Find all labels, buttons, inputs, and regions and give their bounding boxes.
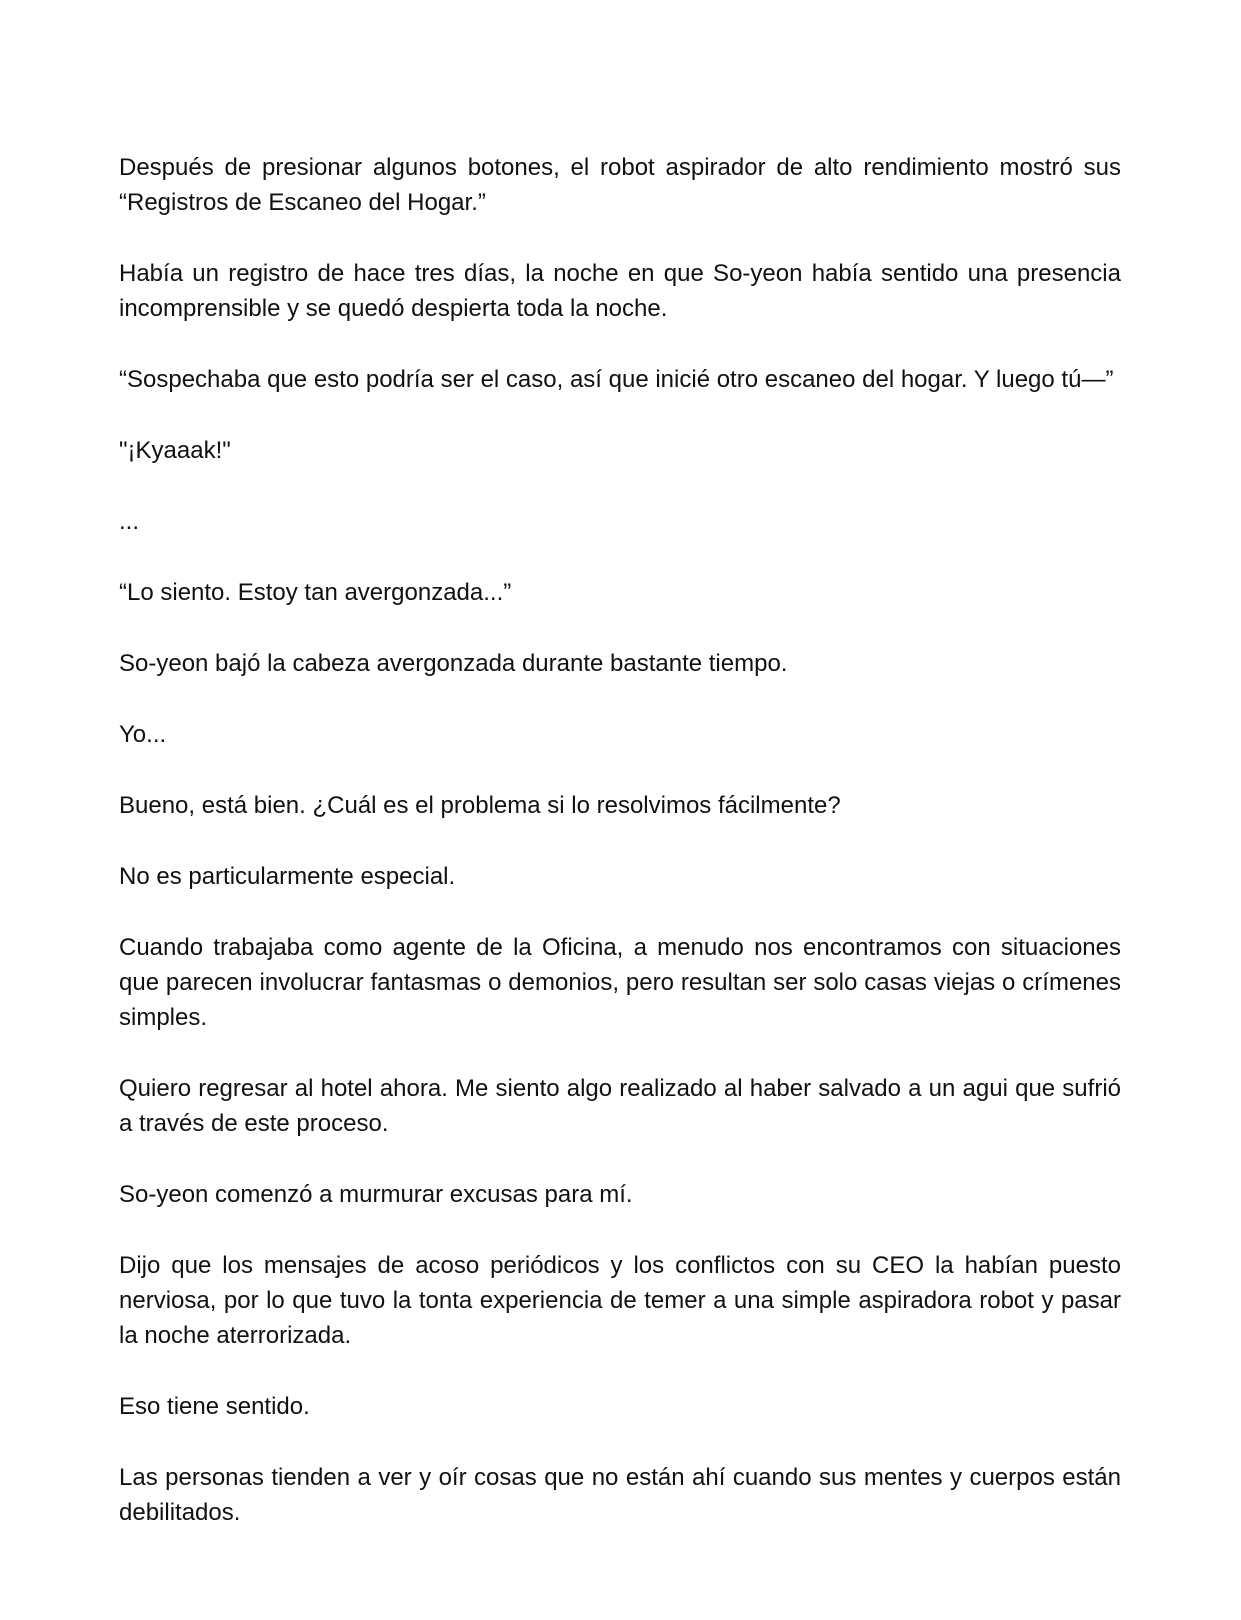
paragraph-6: “Lo siento. Estoy tan avergonzada...” (119, 579, 512, 606)
document-page (119, 150, 1121, 1566)
paragraph-4: "¡Kyaaak!" (119, 437, 231, 464)
paragraph-9: Bueno, está bien. ¿Cuál es el problema si lo resolvimos fácilmente? (119, 792, 841, 819)
paragraph-11: Cuando trabajaba como agente de la Oficina, a menudo nos encontramos con situaciones que parecen involucrar fantasmas o demonios, pero resultan ser solo casas viejas o crímenes simples. (119, 934, 1121, 1031)
paragraph-14: Dijo que los mensajes de acoso periódicos y los conflictos con su CEO la habían puesto nerviosa, por lo que tuvo la tonta experiencia de temer a una simple aspiradora robot y pasar la noche aterrorizada. (119, 1252, 1121, 1349)
paragraph-12: Quiero regresar al hotel ahora. Me siento algo realizado al haber salvado a un agui que sufrió a través de este proceso. (119, 1075, 1121, 1137)
paragraph-13: So-yeon comenzó a murmurar excusas para mí. (119, 1181, 633, 1208)
paragraph-5: ... (119, 508, 140, 535)
paragraph-7: So-yeon bajó la cabeza avergonzada durante bastante tiempo. (119, 650, 788, 677)
paragraph-1: Después de presionar algunos botones, el robot aspirador de alto rendimiento mostró sus “Registros de Escaneo del Hogar.” (119, 154, 1121, 216)
paragraph-8: Yo... (119, 721, 167, 748)
paragraph-2: Había un registro de hace tres días, la noche en que So-yeon había sentido una presencia incomprensible y se quedó despierta toda la noche. (119, 260, 1121, 322)
paragraph-16: Las personas tienden a ver y oír cosas que no están ahí cuando sus mentes y cuerpos están debilitados. (119, 1464, 1121, 1526)
paragraph-3: “Sospechaba que esto podría ser el caso, así que inicié otro escaneo del hogar. Y luego tú—” (119, 366, 1114, 393)
paragraph-10: No es particularmente especial. (119, 863, 456, 890)
paragraph-15: Eso tiene sentido. (119, 1393, 310, 1420)
